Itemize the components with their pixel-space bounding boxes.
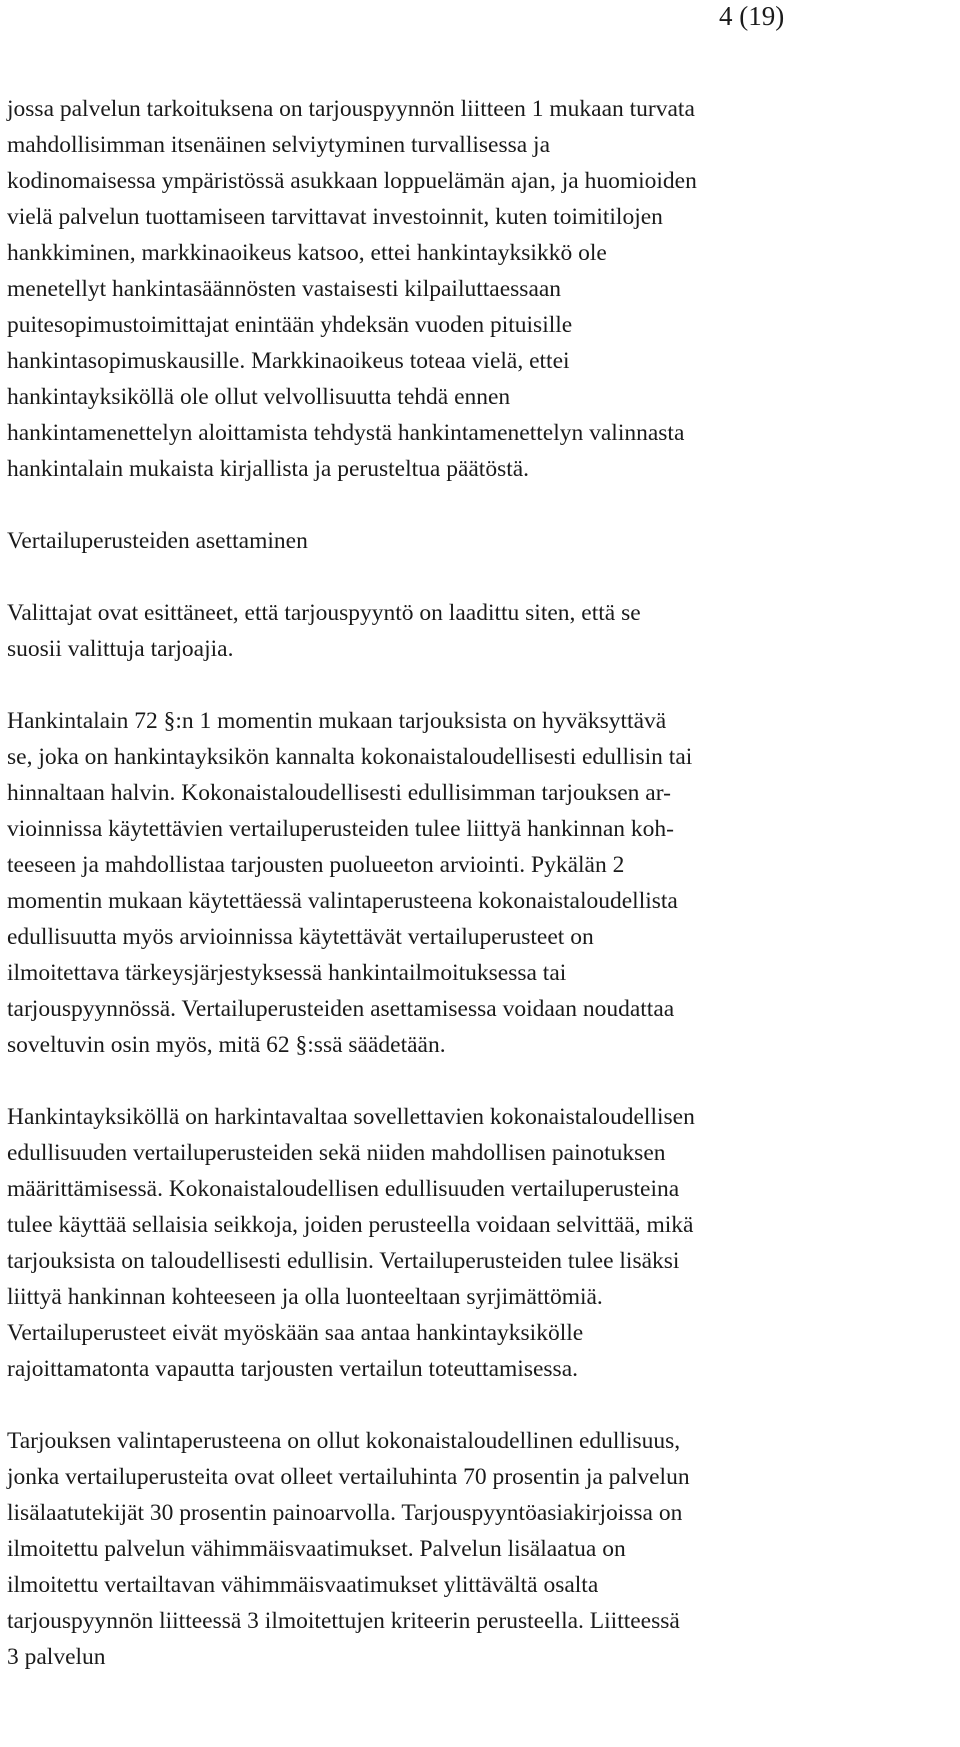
text-line: tulee käyttää sellaisia seikkoja, joiden perusteella voidaan selvittää, mikä — [7, 1212, 694, 1238]
text-line: menetellyt hankintasäännösten vastaisesti kilpailuttaessaan — [7, 276, 562, 302]
text-line: jonka vertailuperusteita ovat olleet vertailuhinta 70 prosentin ja palvelun — [7, 1464, 690, 1490]
text-line: suosii valittuja tarjoajia. — [7, 636, 234, 662]
text-line: Valittajat ovat esittäneet, että tarjouspyyntö on laadittu siten, että se — [7, 600, 641, 626]
text-line: hankintamenettelyn aloittamista tehdystä hankintamenettelyn valinnasta — [7, 420, 685, 446]
text-line: rajoittamatonta vapautta tarjousten vertailun toteuttamisessa. — [7, 1356, 578, 1382]
text-line: tarjouksista on taloudellisesti edullisin. Vertailuperusteiden tulee lisäksi — [7, 1248, 680, 1274]
text-line: hankintalain mukaista kirjallista ja perusteltua päätöstä. — [7, 456, 530, 482]
page-number: 4 (19) — [719, 1, 785, 31]
text-line: vioinnissa käytettävien vertailuperusteiden tulee liittyä hankinnan koh- — [7, 816, 674, 842]
paragraph-gap — [7, 1387, 959, 1423]
text-line: 3 palvelun — [7, 1644, 106, 1670]
paragraph-selection-criteria — [7, 1423, 959, 1675]
text-line: teeseen ja mahdollistaa tarjousten puolueeton arviointi. Pykälän 2 — [7, 852, 625, 878]
text-line: hankintayksiköllä ole ollut velvollisuutta tehdä ennen — [7, 384, 511, 410]
paragraph-discretion — [7, 1099, 959, 1387]
text-line: kodinomaisessa ympäristössä asukkaan loppuelämän ajan, ja huomioiden — [7, 168, 697, 194]
text-line: tarjouspyynnön liitteessä 3 ilmoitettujen kriteerin perusteella. Liitteessä — [7, 1608, 680, 1634]
document-body — [7, 91, 959, 1675]
text-line: hankintasopimuskausille. Markkinaoikeus toteaa vielä, ettei — [7, 348, 570, 374]
text-line: jossa palvelun tarkoituksena on tarjouspyynnön liitteen 1 mukaan turvata — [7, 96, 695, 122]
paragraph-procurement-law — [7, 703, 959, 1063]
text-line: tarjouspyynnössä. Vertailuperusteiden asettamisessa voidaan noudattaa — [7, 996, 675, 1022]
paragraph-gap — [7, 667, 959, 703]
paragraph-decision-summary — [7, 91, 959, 487]
text-line: liittyä hankinnan kohteeseen ja olla luonteeltaan syrjimättömiä. — [7, 1284, 603, 1310]
text-line: ilmoitettu palvelun vähimmäisvaatimukset. Palvelun lisälaatua on — [7, 1536, 626, 1562]
text-line: se, joka on hankintayksikön kannalta kokonaistaloudellisesti edullisin tai — [7, 744, 693, 770]
text-line: Tarjouksen valintaperusteena on ollut kokonaistaloudellinen edullisuus, — [7, 1428, 681, 1454]
text-line: Hankintalain 72 §:n 1 momentin mukaan tarjouksista on hyväksyttävä — [7, 708, 667, 734]
text-line: ilmoitettava tärkeysjärjestyksessä hankintailmoituksessa tai — [7, 960, 567, 986]
text-line: vielä palvelun tuottamiseen tarvittavat investoinnit, kuten toimitilojen — [7, 204, 663, 230]
text-line: momentin mukaan käytettäessä valintaperusteena kokonaistaloudellista — [7, 888, 678, 914]
text-line: mahdollisimman itsenäinen selviytyminen turvallisessa ja — [7, 132, 551, 158]
paragraph-gap — [7, 559, 959, 595]
paragraph-gap — [7, 1063, 959, 1099]
text-line: ilmoitettu vertailtavan vähimmäisvaatimukset ylittävältä osalta — [7, 1572, 599, 1598]
text-line: hankkiminen, markkinaoikeus katsoo, ettei hankintayksikkö ole — [7, 240, 607, 266]
paragraph-appellants-claim — [7, 595, 959, 667]
section-heading — [7, 523, 959, 559]
text-line: Hankintayksiköllä on harkintavaltaa sovellettavien kokonaistaloudellisen — [7, 1104, 695, 1130]
text-line: edullisuutta myös arvioinnissa käytettävät vertailuperusteet on — [7, 924, 594, 950]
text-line: puitesopimustoimittajat enintään yhdeksän vuoden pituisille — [7, 312, 573, 338]
text-line: soveltuvin osin myös, mitä 62 §:ssä säädetään. — [7, 1032, 446, 1058]
text-line: edullisuuden vertailuperusteiden sekä niiden mahdollisen painotuksen — [7, 1140, 666, 1166]
heading-line: Vertailuperusteiden asettaminen — [7, 528, 308, 554]
text-line: hinnaltaan halvin. Kokonaistaloudellisesti edullisimman tarjouksen ar- — [7, 780, 671, 806]
paragraph-gap — [7, 487, 959, 523]
text-line: määrittämisessä. Kokonaistaloudellisen edullisuuden vertailuperusteina — [7, 1176, 680, 1202]
text-line: lisälaatutekijät 30 prosentin painoarvolla. Tarjouspyyntöasiakirjoissa on — [7, 1500, 683, 1526]
text-line: Vertailuperusteet eivät myöskään saa antaa hankintayksikölle — [7, 1320, 584, 1346]
